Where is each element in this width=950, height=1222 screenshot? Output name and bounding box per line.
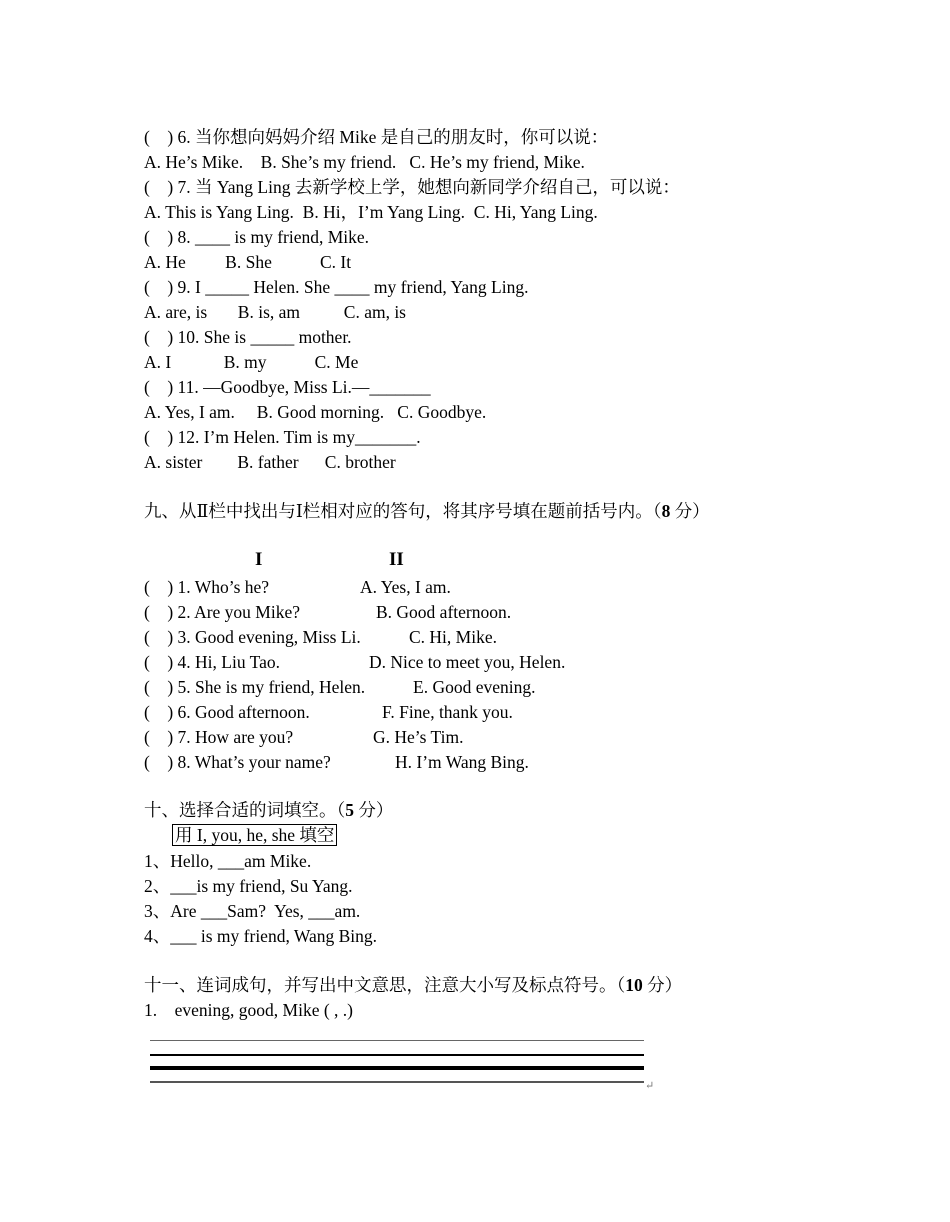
- question-12: ( ) 12. I’m Helen. Tim is my_______.: [144, 427, 421, 447]
- match-row-3-right: C. Hi, Mike.: [409, 627, 497, 647]
- match-row-5-right: E. Good evening.: [413, 677, 536, 697]
- sentence-question-1: 1. evening, good, Mike ( , .): [144, 1000, 353, 1020]
- word-hint-box: 用 I, you, he, she 填空: [172, 824, 337, 846]
- section-11-title-text: 十一、连词成句，并写出中文意思，注意大小写及标点符号。（: [144, 975, 626, 995]
- paragraph-mark-icon: ↵: [645, 1080, 655, 1092]
- fill-item-2: 2、___is my friend, Su Yang.: [144, 876, 353, 896]
- question-11: ( ) 11. —Goodbye, Miss Li.—_______: [144, 377, 431, 397]
- question-10-options: A. I B. my C. Me: [144, 352, 359, 372]
- question-9: ( ) 9. I _____ Helen. She ____ my friend, Yang Ling.: [144, 277, 529, 297]
- fill-item-3: 3、Are ___Sam? Yes, ___am.: [144, 901, 361, 921]
- match-row-1-right: A. Yes, I am.: [360, 577, 451, 597]
- writing-line-base: [150, 1066, 644, 1070]
- section-9-title-end: 分）: [670, 501, 710, 521]
- match-row-4-right: D. Nice to meet you, Helen.: [369, 652, 566, 672]
- question-8-options: A. He B. She C. It: [144, 252, 352, 272]
- question-7: ( ) 7. 当 Yang Ling 去新学校上学，她想向新同学介绍自己，可以说：: [144, 177, 680, 197]
- match-row-2-left: ( ) 2. Are you Mike?: [144, 602, 301, 622]
- section-9-title-text: 九、从Ⅱ栏中找出与Ⅰ栏相对应的答句，将其序号填在题前括号内。（: [144, 501, 662, 521]
- writing-line-top: [150, 1040, 644, 1041]
- match-row-2-right: B. Good afternoon.: [376, 602, 512, 622]
- question-10: ( ) 10. She is _____ mother.: [144, 327, 352, 347]
- match-row-1-left: ( ) 1. Who’s he?: [144, 577, 270, 597]
- question-6-options: A. He’s Mike. B. She’s my friend. C. He’s my friend, Mike.: [144, 152, 585, 172]
- section-9-title: [144, 500, 710, 522]
- match-row-8-right: H. I’m Wang Bing.: [395, 752, 529, 772]
- question-7-options: A. This is Yang Ling. B. Hi，I’m Yang Ling. C. Hi, Yang Ling.: [144, 202, 598, 222]
- section-10-title-end: 分）: [354, 800, 394, 820]
- match-row-5-left: ( ) 5. She is my friend, Helen.: [144, 677, 366, 697]
- four-line-writing-area: [150, 1038, 644, 1086]
- match-row-6-left: ( ) 6. Good afternoon.: [144, 702, 310, 722]
- section-11-title-end: 分）: [642, 975, 683, 995]
- section-10-points: 5: [345, 800, 354, 820]
- section-10-title-text: 十、选择合适的词填空。（: [144, 800, 346, 820]
- column-1-header: I: [255, 549, 263, 570]
- writing-line-upper: [150, 1054, 644, 1056]
- section-10-title: [144, 799, 393, 821]
- question-9-options: A. are, is B. is, am C. am, is: [144, 302, 406, 322]
- match-row-8-left: ( ) 8. What’s your name?: [144, 752, 331, 772]
- fill-item-4: 4、___ is my friend, Wang Bing.: [144, 926, 378, 946]
- match-row-4-left: ( ) 4. Hi, Liu Tao.: [144, 652, 281, 672]
- question-8: ( ) 8. ____ is my friend, Mike.: [144, 227, 370, 247]
- fill-item-1: 1、Hello, ___am Mike.: [144, 851, 312, 871]
- match-row-7-left: ( ) 7. How are you?: [144, 727, 294, 747]
- question-11-options: A. Yes, I am. B. Good morning. C. Goodbye.: [144, 402, 487, 422]
- writing-line-bottom: [150, 1081, 644, 1083]
- question-6: ( ) 6. 当你想向妈妈介绍 Mike 是自己的朋友时，你可以说：: [144, 127, 609, 147]
- section-9-points: 8: [661, 501, 671, 521]
- section-11-title: [144, 974, 682, 996]
- question-12-options: A. sister B. father C. brother: [144, 452, 396, 472]
- column-2-header: II: [389, 549, 404, 570]
- match-row-6-right: F. Fine, thank you.: [382, 702, 513, 722]
- match-row-3-left: ( ) 3. Good evening, Miss Li.: [144, 627, 361, 647]
- match-row-7-right: G. He’s Tim.: [373, 727, 464, 747]
- section-11-points: 10: [625, 975, 643, 995]
